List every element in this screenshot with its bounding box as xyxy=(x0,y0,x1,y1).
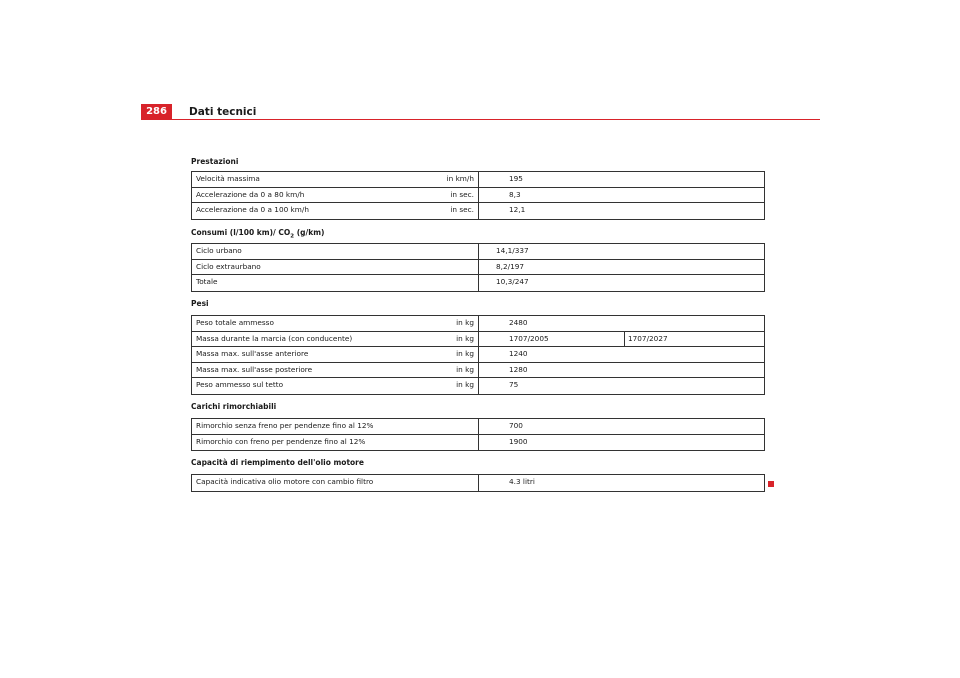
header-divider xyxy=(141,119,820,120)
section-title-carichi: Carichi rimorchiabili xyxy=(191,402,277,411)
table-row xyxy=(192,363,764,379)
row-value: 1240 xyxy=(509,349,528,359)
section-title-pesi: Pesi xyxy=(191,299,209,308)
row-value: 4.3 litri xyxy=(509,477,535,486)
table-row xyxy=(192,172,764,188)
table-row xyxy=(192,275,764,291)
table-consumi xyxy=(191,243,765,292)
table-row xyxy=(192,419,764,435)
row-value: 14,1/337 xyxy=(496,246,529,255)
section-title-consumi xyxy=(191,228,324,240)
section-title-olio: Capacità di riempimento dell'olio motore xyxy=(191,458,364,467)
row-value: 12,1 xyxy=(509,205,526,215)
page-title: Dati tecnici xyxy=(189,106,257,118)
table-row xyxy=(192,316,764,332)
row-unit: in kg xyxy=(456,364,474,374)
row-label: Peso ammesso sul tetto xyxy=(196,380,284,390)
row-value: 195 xyxy=(509,174,523,183)
table-row xyxy=(192,347,764,363)
row-value-alt: 1707/2027 xyxy=(624,332,668,347)
table-carichi xyxy=(191,418,765,451)
table-row xyxy=(192,203,764,219)
table-row xyxy=(192,260,764,276)
row-value: 700 xyxy=(509,421,523,430)
table-row xyxy=(192,332,764,348)
row-label: Massa durante la marcia (con conducente) xyxy=(196,333,353,343)
row-value: 10,3/247 xyxy=(496,277,529,287)
row-label: Velocità massima xyxy=(196,174,260,183)
consumi-title-tail: (g/km) xyxy=(294,228,325,237)
row-value: 1280 xyxy=(509,364,528,374)
consumi-title-main: Consumi (l/100 km)/ CO xyxy=(191,228,291,237)
table-prestazioni xyxy=(191,171,765,220)
row-label: Rimorchio senza freno per pendenze fino al 12% xyxy=(196,421,374,430)
row-value: 75 xyxy=(509,380,519,390)
table-olio xyxy=(191,474,765,492)
row-unit: in km/h xyxy=(446,174,474,183)
row-value: 2480 xyxy=(509,318,528,327)
row-unit: in kg xyxy=(456,333,474,343)
row-label: Accelerazione da 0 a 80 km/h xyxy=(196,189,305,199)
row-value: 8,3 xyxy=(509,189,521,199)
section-title-prestazioni: Prestazioni xyxy=(191,157,239,166)
table-row xyxy=(192,378,764,394)
row-unit: in sec. xyxy=(450,205,474,215)
table-row xyxy=(192,244,764,260)
row-label: Ciclo extraurbano xyxy=(196,261,261,271)
table-pesi xyxy=(191,315,765,395)
table-row xyxy=(192,475,764,491)
consumi-title-sub: 2 xyxy=(290,233,295,240)
row-unit: in kg xyxy=(456,318,474,327)
row-label: Accelerazione da 0 a 100 km/h xyxy=(196,205,309,215)
row-label: Rimorchio con freno per pendenze fino al 12% xyxy=(196,436,366,446)
row-label: Peso totale ammesso xyxy=(196,318,274,327)
page-number: 286 xyxy=(141,104,172,120)
table-row xyxy=(192,188,764,204)
row-unit: in kg xyxy=(456,349,474,359)
end-of-section-marker xyxy=(768,481,774,487)
row-label: Capacità indicativa olio motore con cambio filtro xyxy=(196,477,374,486)
table-row xyxy=(192,435,764,451)
row-label: Ciclo urbano xyxy=(196,246,242,255)
row-label: Massa max. sull'asse posteriore xyxy=(196,364,313,374)
page-header xyxy=(141,104,820,120)
row-label: Massa max. sull'asse anteriore xyxy=(196,349,309,359)
row-unit: in kg xyxy=(456,380,474,390)
row-unit: in sec. xyxy=(450,189,474,199)
row-value: 8,2/197 xyxy=(496,261,524,271)
row-value: 1900 xyxy=(509,436,528,446)
row-label: Totale xyxy=(196,277,218,287)
row-value: 1707/2005 xyxy=(509,333,549,343)
